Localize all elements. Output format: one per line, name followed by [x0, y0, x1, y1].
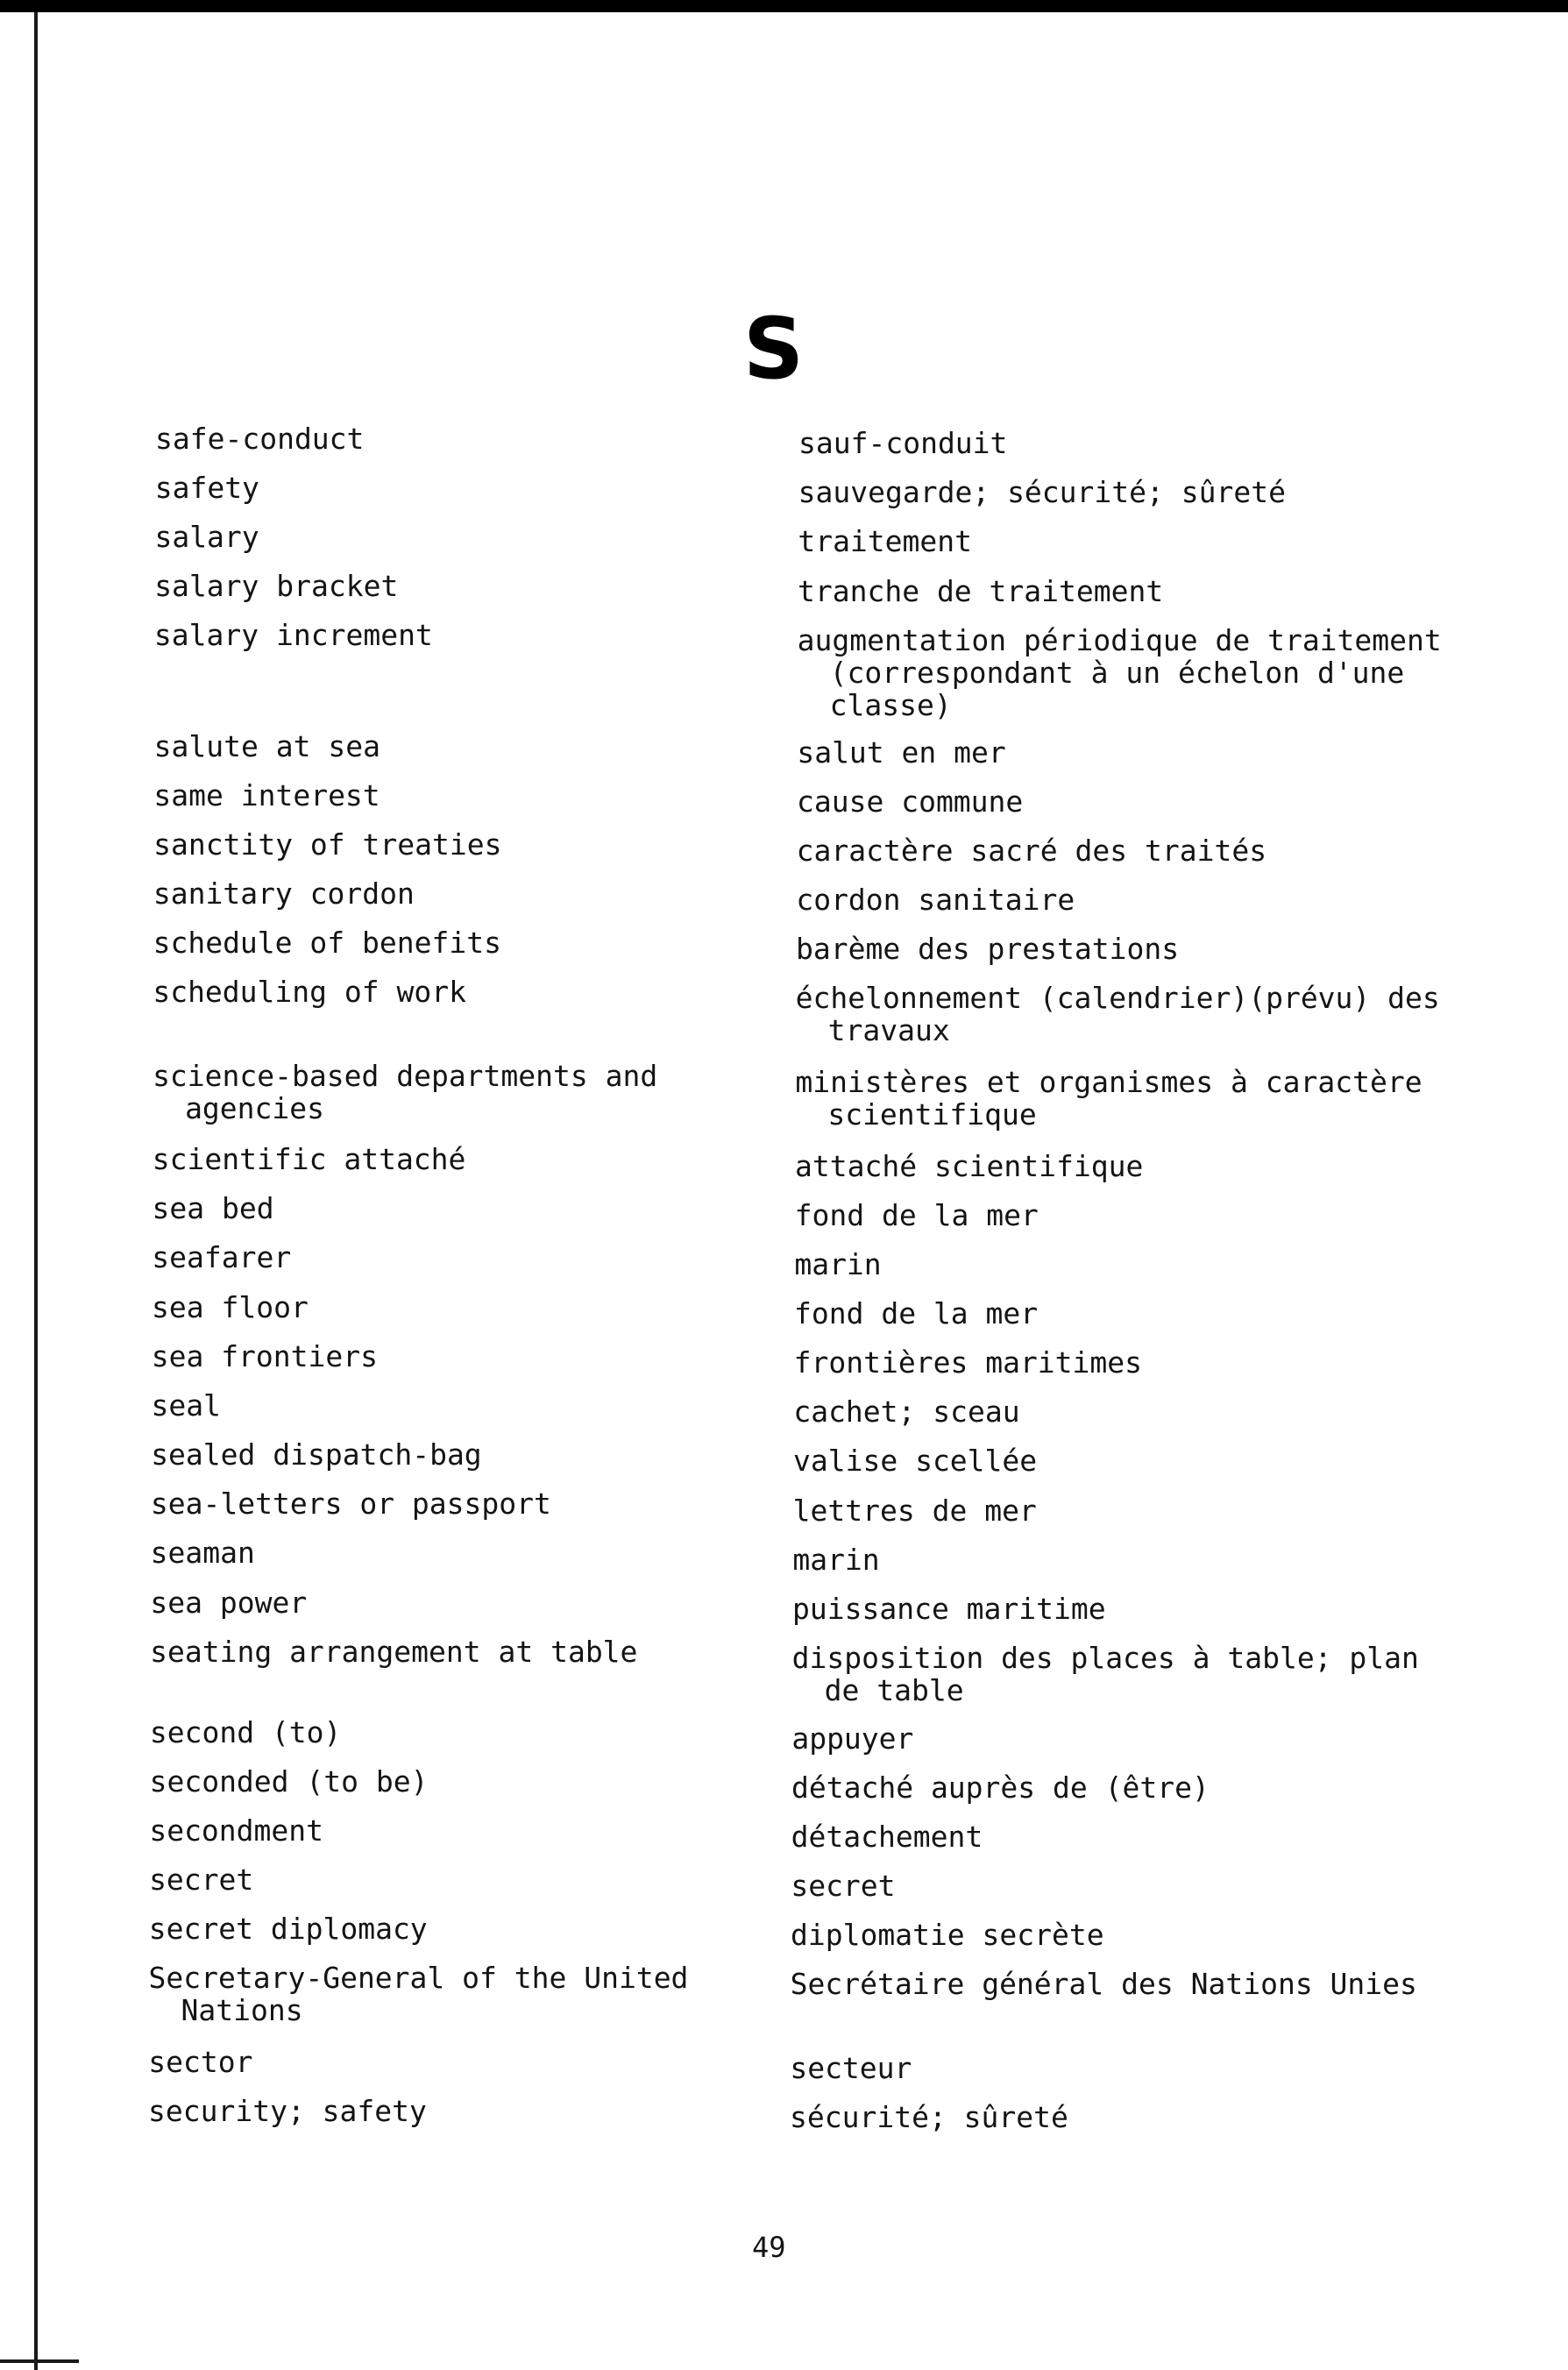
- french-term-line: cachet; sceau: [793, 1394, 1020, 1429]
- english-term: [153, 877, 415, 910]
- english-term: [150, 1586, 307, 1619]
- french-term-continuation: de table: [824, 1673, 964, 1707]
- english-term-line: second (to): [149, 1715, 342, 1749]
- english-term-line: science-based departments and: [153, 1059, 658, 1093]
- english-term-line: sanitary cordon: [153, 876, 415, 911]
- french-term-line: diplomatie secrète: [791, 1918, 1104, 1952]
- english-term-line: same interest: [153, 778, 380, 812]
- french-term-line: salut en mer: [797, 735, 1006, 770]
- english-term: [152, 1340, 378, 1373]
- french-term: [794, 1248, 881, 1281]
- french-term-line: secteur: [790, 2051, 912, 2085]
- french-term-line: caractère sacré des traités: [796, 834, 1267, 868]
- french-term-line: traitement: [798, 524, 973, 558]
- english-term-line: sea power: [150, 1586, 308, 1620]
- french-term: [798, 427, 1007, 459]
- english-term-line: secret: [149, 1863, 254, 1897]
- french-term-line: puissance maritime: [792, 1592, 1106, 1626]
- english-term: [153, 1143, 466, 1175]
- french-term-line: ministères et organismes à caractère: [795, 1065, 1423, 1099]
- french-term-line: fond de la mer: [794, 1296, 1039, 1330]
- english-term: [153, 828, 501, 861]
- english-term-line: safety: [154, 471, 259, 505]
- french-term-continuation: (correspondant à un échelon d'une: [829, 656, 1405, 690]
- english-term: [154, 619, 433, 651]
- english-term: [153, 1192, 274, 1224]
- french-term: [794, 1346, 1142, 1379]
- french-term: [798, 575, 1163, 607]
- english-term: [151, 1438, 482, 1471]
- french-term: [798, 525, 972, 557]
- english-term: [149, 1863, 253, 1896]
- english-term-line: sector: [148, 2045, 253, 2079]
- english-term-line: salary increment: [153, 618, 433, 652]
- english-term-line: seconded (to be): [149, 1764, 429, 1799]
- french-term: [798, 476, 1286, 508]
- english-term: [154, 730, 380, 763]
- section-letter-heading: S: [743, 300, 805, 398]
- english-term-line: salary bracket: [154, 569, 399, 603]
- english-term-line: schedule of benefits: [153, 926, 501, 960]
- french-term-line: marin: [792, 1543, 880, 1577]
- english-term-line: scientific attaché: [152, 1142, 466, 1176]
- french-term-line: secret: [791, 1869, 896, 1903]
- french-term-line: tranche de traitement: [798, 574, 1164, 608]
- french-term: [791, 1820, 983, 1853]
- french-term-line: cause commune: [797, 784, 1024, 819]
- english-term-line: scheduling of work: [153, 975, 466, 1009]
- english-term-line: salary: [154, 520, 259, 554]
- english-term-line: sanctity of treaties: [153, 827, 502, 862]
- french-term: [797, 785, 1023, 818]
- french-term: [795, 1066, 1422, 1131]
- french-term: [796, 933, 1179, 965]
- french-term: [795, 1199, 1039, 1231]
- french-term: [792, 1543, 879, 1576]
- english-term-line: sea bed: [152, 1191, 274, 1225]
- english-term-line: security; safety: [148, 2094, 427, 2128]
- english-term: [148, 2046, 252, 2078]
- english-term: [153, 779, 380, 812]
- english-term-line: sea floor: [152, 1290, 309, 1324]
- english-term: [150, 1636, 637, 1668]
- french-term: [791, 1870, 895, 1902]
- french-term: [797, 834, 1266, 867]
- french-term-line: attaché scientifique: [795, 1149, 1144, 1183]
- french-term: [791, 1919, 1104, 1951]
- french-term-line: sauvegarde; sécurité; sûreté: [798, 475, 1286, 509]
- english-term-line: safe-conduct: [155, 422, 365, 456]
- english-term-line: Secretary-General of the United: [148, 1961, 689, 1995]
- french-term: [790, 2052, 912, 2084]
- english-term-line: secondment: [149, 1813, 324, 1848]
- french-term: [793, 1395, 1019, 1428]
- french-term-line: fond de la mer: [794, 1198, 1039, 1232]
- french-term-line: valise scellée: [793, 1444, 1038, 1478]
- french-term-line: sécurité; sûreté: [790, 2100, 1068, 2134]
- french-term-line: augmentation périodique de traitement: [797, 623, 1442, 657]
- french-term: [797, 736, 1005, 769]
- english-term: [153, 976, 466, 1008]
- english-term-line: sea frontiers: [151, 1339, 378, 1373]
- french-term-continuation: scientifique: [827, 1097, 1037, 1132]
- english-term-continuation: agencies: [185, 1091, 325, 1125]
- english-term-line: salute at sea: [153, 729, 380, 763]
- french-term: [794, 1297, 1038, 1330]
- french-term: [790, 2101, 1068, 2133]
- page-number: 49: [752, 2231, 786, 2264]
- french-term-line: frontières maritimes: [793, 1345, 1143, 1380]
- english-term: [152, 1291, 309, 1323]
- french-term: [792, 1593, 1106, 1625]
- french-term: [791, 1722, 913, 1755]
- french-term-line: cordon sanitaire: [796, 883, 1075, 917]
- english-term: [152, 1241, 291, 1274]
- french-term-line: barème des prestations: [796, 932, 1180, 966]
- french-term: [792, 1642, 1419, 1707]
- english-term: [149, 1912, 428, 1945]
- french-term-continuation: classe): [829, 688, 952, 722]
- french-term: [798, 624, 1442, 721]
- english-term-line: sea-letters or passport: [150, 1487, 551, 1521]
- french-term: [795, 1150, 1143, 1182]
- english-term: [148, 2095, 427, 2127]
- french-term-line: appuyer: [791, 1721, 914, 1756]
- english-term: [155, 472, 259, 504]
- english-term-line: seating arrangement at table: [150, 1635, 638, 1669]
- french-term-line: détaché auprès de (être): [791, 1770, 1210, 1805]
- english-term: [154, 570, 398, 602]
- english-term-line: seal: [151, 1388, 221, 1423]
- english-term: [150, 1765, 429, 1798]
- english-term: [154, 521, 259, 553]
- english-term-line: secret diplomacy: [148, 1912, 428, 1946]
- english-term: [153, 1060, 657, 1125]
- french-term-line: lettres de mer: [792, 1494, 1037, 1528]
- english-term-line: seafarer: [152, 1240, 292, 1274]
- english-term: [151, 1487, 551, 1520]
- french-term: [791, 1771, 1210, 1804]
- english-term-line: sealed dispatch-bag: [151, 1437, 482, 1472]
- french-term-line: échelonnement (calendrier)(prévu) des: [795, 981, 1440, 1015]
- english-term: [149, 1814, 323, 1847]
- english-term-continuation: Nations: [181, 1993, 303, 2027]
- french-term-line: détachement: [791, 1820, 983, 1854]
- french-term: [793, 1494, 1037, 1527]
- french-term-line: marin: [794, 1247, 882, 1281]
- french-term-line: Secrétaire général des Nations Unies: [790, 1967, 1417, 2001]
- english-term: [153, 926, 501, 959]
- english-term: [155, 422, 364, 455]
- english-term-line: seaman: [150, 1536, 255, 1570]
- english-term: [151, 1536, 255, 1569]
- french-term-continuation: travaux: [827, 1013, 950, 1047]
- english-term: [151, 1389, 220, 1422]
- french-term-line: disposition des places à table; plan: [791, 1641, 1419, 1675]
- french-term-line: sauf-conduit: [798, 426, 1008, 460]
- french-term: [791, 1968, 1417, 2000]
- french-term: [796, 982, 1440, 1047]
- french-term: [796, 883, 1075, 916]
- english-term: [150, 1716, 342, 1749]
- french-term: [793, 1444, 1037, 1477]
- english-term: [149, 1962, 689, 2026]
